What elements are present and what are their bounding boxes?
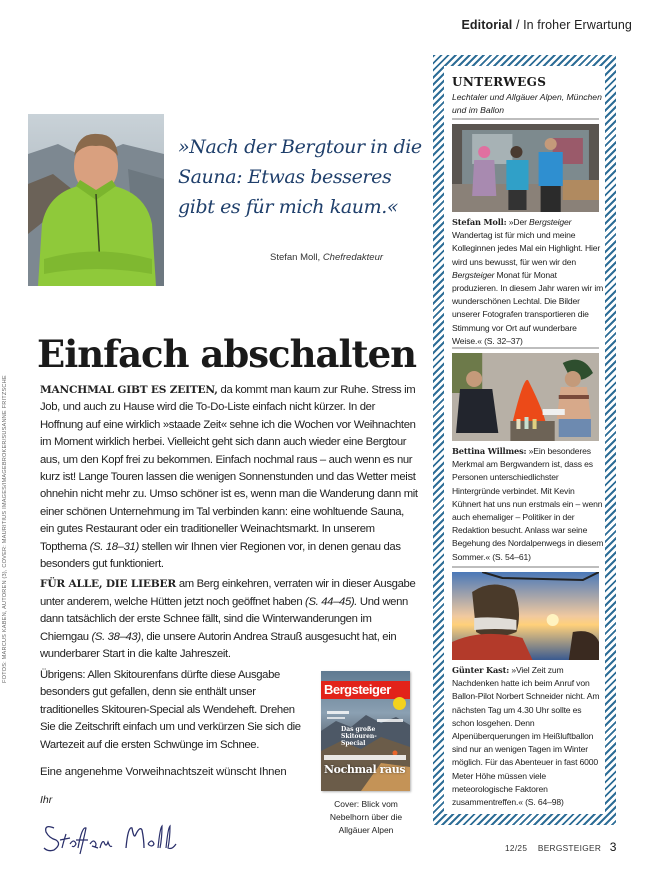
- paragraph-1-text-a: da kommt man kaum zur Ruhe. Stress im Job, und auch zu Hause wird die To-Do-Liste einfach nicht kürzer. In der Hoffnung auf eine wirklich »staade Zeit« sehne ich die Wochen vor Weihnachten im Moment wirklich herbei. Vielleicht geht sich dann auch wieder eine Bergtour aus, um den Kopf frei zu bekommen. Einfach nochmal raus – auch wenn es nur kurz ist! Lange Touren lassen die wenigen Sonnenstunden und das Wetter meist ohnehin nicht mehr zu. Umso schöner ist es, wenn man die Wanderung dann mit einer schönen Unternehmung im Tal verbinden kann: eine wohltuende Sauna, ein gutes Restaurant oder ein traditioneller Weinachtsmarkt. In unserem Topthema: [40, 384, 418, 553]
- entry-text: »Der: [506, 217, 530, 227]
- cover-teaser-line: [327, 717, 345, 719]
- unterwegs-sidebar: [433, 55, 616, 825]
- paragraph-2-lead: FÜR ALLE, DIE LIEBER: [40, 578, 177, 591]
- paragraph-2: [40, 576, 418, 663]
- cover-strip: [324, 755, 406, 760]
- magazine-cover-image: [321, 671, 410, 791]
- sidebar-divider: [452, 347, 599, 349]
- magazine-name: BERGSTEIGER: [537, 843, 602, 853]
- page-reference: (S. 18–31): [89, 540, 139, 553]
- issue-number: 12/25: [505, 843, 528, 853]
- quote-author: Stefan Moll,: [270, 252, 321, 263]
- article-headline: Einfach abschalten: [37, 332, 417, 376]
- balloon-sunrise-photo: [452, 572, 599, 660]
- cover-badge: [393, 697, 406, 710]
- sidebar-divider: [452, 118, 599, 120]
- entry-name: Stefan Moll:: [452, 217, 507, 227]
- cover-caption: Cover: Blick vom Nebelhorn über die Allgäuer Alpen: [329, 799, 403, 835]
- entry-name: Günter Kast:: [452, 665, 510, 675]
- quote-role: Chefredakteur: [322, 252, 384, 263]
- entry-name: Bettina Willmes:: [452, 446, 527, 456]
- section-topic: In froher Erwartung: [523, 18, 632, 32]
- entry-magazine-name: Bergsteiger: [452, 269, 495, 280]
- sidebar-subtitle: Lechtaler und Allgäuer Alpen, München und im Ballon: [452, 92, 602, 115]
- closing-line: Eine angenehme Vorweihnachtszeit wünscht Ihnen: [40, 766, 287, 778]
- sidebar-title: UNTERWEGS: [452, 75, 547, 89]
- paragraph-2-text-b: Und wenn dann tatsächlich der erste Schnee fällt, sind die Winterwanderungen im Chiemgau: [40, 595, 408, 643]
- paragraph-2-text-c: , die unsere Autorin Andrea Strauß ausgesucht hat, ein wunderbarer Start in die kalte Jahreszeit.: [40, 630, 397, 661]
- paragraph-3-text-b: Zeitschrift einfach um und verkürzen Sie sich die Wartezeit auf die ersten Schwünge im Schnee.: [40, 721, 301, 751]
- cover-main-title: Nochmal raus: [324, 763, 406, 776]
- entry-text: »Viel Zeit zum Nachdenken hatte ich beim Anruf von Ballon-Pilot Norbert Schneider nicht. Am nächsten Tag um 4.30 Uhr sollte es schon losgehen. Denn Alpenüberquerungen im Heißluftballon sind nur an wenigen Tagen im Winter möglich. Für das Abenteuer in fast 6000 Meter Höhe müssen viele meteorologische Faktoren zusammentreffen.« (S. 64–98): [452, 665, 600, 808]
- sidebar-entry-bettina-willmes: [452, 445, 605, 564]
- entry-magazine-name: Bergsteiger: [529, 217, 572, 227]
- cover-teaser-line: [327, 711, 349, 714]
- cover-teaser-line: [377, 719, 403, 722]
- page-number: 3: [609, 840, 617, 854]
- paragraph-3-text-a: Übrigens: Allen Skitourenfans dürfte diese Ausgabe besonders gut gefallen, denn sie enthält unser traditionelles Skitouren-Special als Wendeheft. Drehen Sie die: [40, 669, 295, 734]
- sidebar-content: [444, 66, 605, 814]
- article-body-continued: [40, 667, 310, 754]
- sidebar-entry-guenter-kast: [452, 664, 605, 809]
- entry-text: Monat für Monat produzieren. In diesem Jahr waren wir im wunderschönen Lechtal. Die Bilder unserer Fotografen transportieren die Stimmung vor Ort auf wunderbare Weise.« (S. 32–37): [452, 269, 604, 346]
- section-header: [461, 18, 632, 32]
- quote-attribution: [270, 252, 383, 263]
- page-reference: (S. 44–45).: [305, 595, 358, 608]
- closing-ihr: Ihr: [40, 794, 53, 806]
- section-label: Editorial: [461, 18, 513, 32]
- editor-portrait-photo: [28, 114, 164, 286]
- entry-text: Wandertag ist für mich und meine Kolleginnen jedes Mal ein Highlight. Hier wird uns bewusst, für wen wir den: [452, 230, 601, 267]
- paragraph-2-text-a: am Berg einkehren, verraten wir in dieser Ausgabe unter anderem, welche Hütten jetzt noch geöffnet haben: [40, 578, 416, 608]
- photo-credits: FOTOS: MARCUS KABEN, AUTOREN (3), COVER: MAURITIUS IMAGES/IMAGEBROKER/SUSANNE FRITZSCHE: [2, 375, 8, 683]
- paragraph-3: [40, 667, 310, 754]
- sidebar-divider: [452, 566, 599, 568]
- pull-quote: »Nach der Bergtour in die Sauna: Etwas besseres gibt es für mich kaum.«: [178, 136, 422, 218]
- cover-special-title: Das große Skitouren-Special: [341, 726, 377, 747]
- article-body: [40, 382, 418, 664]
- paragraph-1: [40, 382, 418, 573]
- page-reference: (S. 38–43): [91, 630, 141, 643]
- paragraph-1-lead: MANCHMAL GIBT ES ZEITEN,: [40, 384, 218, 396]
- hiking-group-photo: [452, 124, 599, 212]
- paragraph-1-text-b: stellen wir Ihnen vier Regionen vor, in denen genau das besonders gut funktioniert.: [40, 540, 401, 571]
- entry-text: »Ein besonderes Merkmal am Bergwandern ist, dass es Personen unterschiedlichster Hintergründe verbindet. Mit Kevin Kühnert hat uns nun erstmals ein – wenn auch ehemaliger – Politiker in der Redaktion besucht. Anlass war seine Begehung des Nordalpenwegs in diesem Sommer.« (S. 54–61): [452, 446, 604, 562]
- page-footer: [505, 840, 616, 854]
- cover-brand: Bergsteiger: [324, 682, 391, 697]
- section-separator: /: [515, 18, 520, 32]
- editor-signature: [40, 814, 190, 862]
- sidebar-entry-stefan-moll: [452, 216, 605, 348]
- interview-photo: [452, 353, 599, 441]
